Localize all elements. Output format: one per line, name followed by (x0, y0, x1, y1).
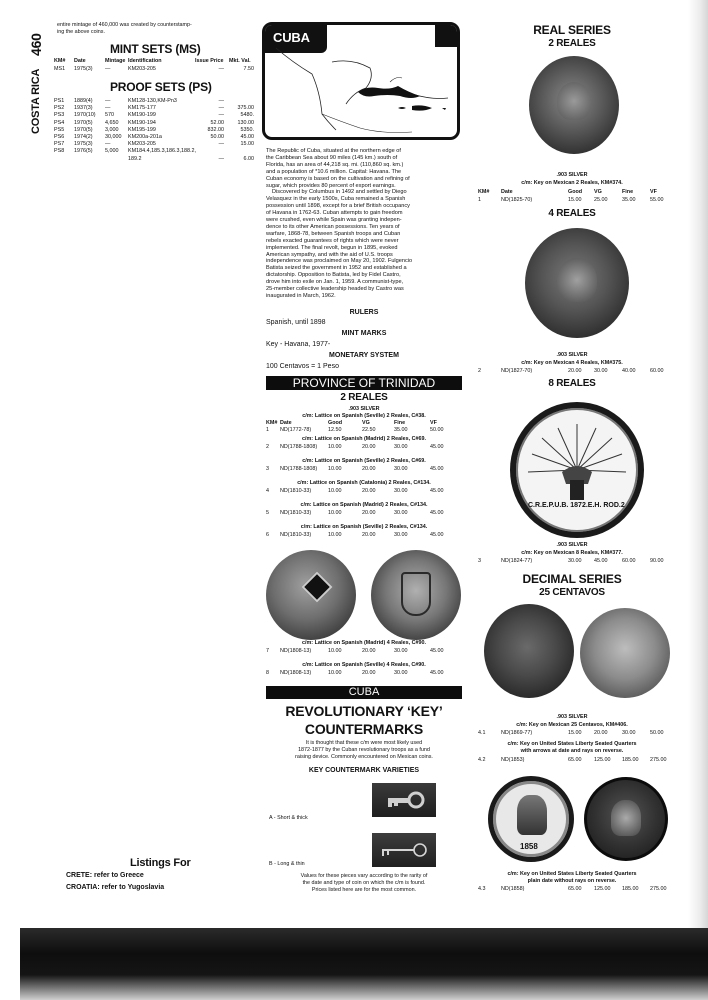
set-cell: PS1 (54, 98, 65, 104)
set-cell: — (218, 155, 224, 162)
hdr-mkt: Mkt. Val. (229, 58, 251, 64)
varieties-title: KEY COUNTERMARK VARIETIES (308, 767, 420, 774)
cell: ND(1858) (501, 886, 525, 892)
seated-liberty-icon (517, 795, 547, 835)
mint-sets-header (54, 58, 254, 66)
entry-desc: c/m: Lattice on Spanish (Catalonia) 2 Reales, C#134. (297, 480, 431, 486)
r3-row (476, 558, 676, 566)
set-cell: — (105, 105, 111, 112)
cell: ND(1827-70) (501, 368, 533, 374)
revolutionary-text-1: It is thought that these c/m were most likely used (305, 740, 423, 746)
listing-crete: CRETE: refer to Greece (66, 872, 144, 879)
lattice-mark-icon (301, 571, 332, 602)
entry-row-cell: 20.00 (362, 532, 376, 538)
entry-row-cell: 50.00 (430, 427, 444, 433)
entry-row (266, 444, 466, 451)
set-row (54, 127, 254, 134)
set-cell: — (105, 66, 111, 72)
rulers-title: RULERS (349, 309, 379, 316)
hdr-issue: Issue Price (195, 58, 224, 64)
cell: 4.1 (478, 730, 486, 736)
liberty-cap-rays-icon (516, 408, 638, 532)
set-cell: PS7 (54, 141, 65, 148)
coin-25c-obverse (484, 604, 574, 698)
cuba-silver: .903 SILVER (348, 406, 380, 412)
entry-row-cell: 6 (266, 532, 269, 538)
set-cell: 4,650 (105, 119, 119, 126)
scan-bottom-shadow (20, 928, 708, 1000)
real-sub-8reales: 8 REALES (548, 378, 596, 389)
left-column (30, 18, 255, 898)
set-cell: 1970(5) (74, 126, 93, 133)
set-cell: 1975(3) (74, 141, 93, 148)
entry-desc: c/m: Lattice on Spanish (Seville) 2 Reales, C#134. (300, 524, 428, 530)
description-line: drove him into exile on Jan. 1, 1959. A communist-type, (266, 279, 404, 286)
coin-lattice-reverse (371, 550, 461, 640)
set-cell: 1975(3) (74, 66, 93, 72)
entry-row-cell: 5 (266, 510, 269, 516)
cell: 15.00 (568, 197, 582, 203)
r3-silver: .903 SILVER (556, 542, 588, 548)
entry-row-cell: 10.00 (328, 670, 342, 676)
d1-desc: c/m: Key on Mexican 25 Centavos, KM#406. (516, 722, 628, 728)
hdr-ident: Identification (128, 58, 162, 64)
entry-row-cell: 10.00 (328, 488, 342, 494)
entry-row-cell: 30.00 (394, 510, 408, 516)
hdr-mintage: Mintage (105, 58, 126, 64)
revolutionary-title-1: REVOLUTIONARY ‘KEY’ (285, 703, 443, 719)
set-cell: 52.00 (210, 119, 224, 126)
cell: 275.00 (650, 886, 667, 892)
key-short-svg (372, 783, 436, 817)
description-line: 25-member collective leadership headed by Castro was (266, 286, 404, 292)
description-line: rebels exacted guarantees of rights which were never (266, 237, 399, 244)
description-line: the Caribbean Sea about 90 miles (145 km.) south of (266, 154, 398, 161)
entry-row-cell: 2 (266, 444, 269, 450)
set-cell: 1974(2) (74, 134, 93, 140)
real-col-header-cell: Date (501, 189, 513, 195)
cuba-col-header (266, 420, 466, 427)
entry-row-cell: 7 (266, 648, 269, 654)
cell: ND(1853) (501, 757, 525, 763)
cell: 185.00 (622, 757, 639, 763)
coin-lattice-obverse (266, 550, 356, 640)
decimal-sub: 25 CENTAVOS (539, 587, 605, 598)
real-series-title: REAL SERIES (533, 23, 611, 37)
entry-row (266, 466, 466, 473)
cell: 3 (478, 558, 481, 564)
cell: 60.00 (622, 558, 636, 564)
listing-croatia: CROATIA: refer to Yugoslavia (66, 884, 165, 891)
coin-quarter-date: 1858 (520, 842, 538, 851)
cell: 60.00 (650, 368, 664, 374)
entry-row-cell: 10.00 (328, 532, 342, 538)
r2-row (476, 368, 676, 376)
coin-quarter-obverse (488, 776, 574, 862)
entry-row-cell: ND(1808-13) (280, 648, 312, 654)
r2-desc: c/m: Key on Mexican 4 Reales, KM#375. (521, 360, 623, 366)
description-line: warfare, 1868-78, between Spanish troops and Cuban (266, 230, 401, 237)
set-cell: PS4 (54, 119, 65, 126)
entry-row-cell: 45.00 (430, 510, 444, 516)
set-cell: 50.00 (210, 134, 224, 140)
entry-row-cell: 4 (266, 488, 269, 494)
set-row (54, 66, 254, 73)
coin-quarter-reverse (584, 777, 668, 861)
mintmarks-text: Key - Havana, 1977- (266, 341, 331, 348)
set-row (54, 120, 254, 127)
entry-desc: c/m: Lattice on Spanish (Madrid) 2 Reales, C#69. (301, 436, 427, 442)
entry-row-cell: 20.00 (362, 444, 376, 450)
variety-a-label: A - Short & thick (269, 815, 308, 821)
cell: 40.00 (622, 368, 636, 374)
coin-2reales (529, 56, 619, 154)
entry-row-cell: 10.00 (328, 444, 342, 450)
entry-desc: c/m: Lattice on Spanish (Madrid) 2 Reales, C#134. (300, 502, 428, 508)
cell: 125.00 (594, 757, 611, 763)
cell: 275.00 (650, 757, 667, 763)
entry-row (266, 532, 466, 539)
province-bar: PROVINCE OF TRINIDAD (266, 376, 462, 390)
cell: ND(1825-70) (501, 197, 533, 203)
cell: 20.00 (568, 368, 582, 374)
entry-row-cell: 45.00 (430, 648, 444, 654)
set-cell: 570 (105, 112, 114, 119)
eagle-icon (557, 82, 591, 120)
d3-desc-1: c/m: Key on United States Liberty Seated Quarters (507, 871, 637, 877)
set-cell: 5,000 (105, 148, 119, 155)
description-line: possession until 1898, except for a brief British occupancy (266, 203, 410, 210)
set-row (54, 98, 254, 105)
entry-row-cell: 20.00 (362, 510, 376, 516)
entry-row (266, 427, 466, 434)
set-cell: — (218, 141, 224, 148)
entry-row-cell: 12.50 (328, 427, 342, 433)
set-row (54, 134, 254, 141)
cell: 55.00 (650, 197, 664, 203)
entry-row (266, 670, 466, 677)
set-cell: — (105, 141, 111, 148)
cuba-bar: CUBA (266, 686, 462, 699)
coin-4reales (525, 228, 629, 338)
key-cm-long-icon (372, 833, 436, 867)
intro-line-2: ing the above coins. (57, 29, 105, 35)
entry-row (266, 488, 466, 495)
entry-row-cell: 30.00 (394, 648, 408, 654)
cuba-col-header-cell: VF (430, 420, 437, 426)
d3-desc-2: plain date without rays on reverse. (527, 878, 617, 884)
page-number: 460 (28, 33, 44, 56)
description-line: Florida, has an area of 44,218 sq. mi. (110,860 sq. km.) (266, 161, 404, 168)
description-line: of Havana in 1762-63. Cuban attempts to gain freedom (266, 210, 403, 217)
entry-desc: c/m: Lattice on Spanish (Seville) 2 Reales, C#38. (302, 413, 426, 419)
r1-header (476, 189, 676, 197)
set-cell: 130.00 (237, 119, 254, 126)
cuba-col-header-cell: KM# (266, 420, 278, 426)
entry-row-cell: 45.00 (430, 532, 444, 538)
cell: ND(1824-77) (501, 558, 533, 564)
d2-desc-2: with arrows at date and rays on reverse. (520, 748, 624, 754)
description-line: Cuban economy is based on the cultivation and refining of (266, 175, 410, 182)
entry-row-cell: 20.00 (362, 466, 376, 472)
entry-row-cell: 45.00 (430, 488, 444, 494)
set-cell: — (105, 98, 111, 104)
coin-8reales-legend: C.R.E.P.U.B. 1872.E.H. ROD.2 (528, 502, 625, 509)
set-cell: 1970(5) (74, 119, 93, 126)
real-sub-2reales: 2 REALES (548, 38, 596, 49)
set-row (54, 156, 254, 163)
entry-row-cell: 10.00 (328, 510, 342, 516)
cell: 185.00 (622, 886, 639, 892)
cell: 20.00 (594, 730, 608, 736)
shield-icon (401, 572, 431, 616)
cell: 4.2 (478, 757, 486, 763)
cell: 45.00 (594, 558, 608, 564)
listings-title: Listings For (130, 857, 191, 869)
map-title: CUBA (273, 30, 310, 45)
set-cell: KM200a-201a (128, 134, 162, 140)
entry-row-cell: 22.50 (362, 427, 376, 433)
description-line: sugar, which provides 80 percent of export earnings. (266, 182, 396, 189)
d1-silver: .903 SILVER (556, 714, 588, 720)
country-label: COSTA RICA (30, 68, 42, 134)
d2-row (476, 757, 676, 765)
set-cell: KM190-194 (128, 119, 156, 126)
entry-row-cell: 10.00 (328, 648, 342, 654)
set-cell: 15.00 (240, 141, 254, 148)
set-cell: 30,000 (105, 134, 122, 140)
cell: 15.00 (568, 730, 582, 736)
set-cell: 5480. (240, 112, 254, 119)
set-row (54, 148, 254, 155)
cuba-map-icon (262, 22, 460, 140)
cuba-col-header-cell: Fine (394, 420, 406, 426)
set-cell: 1976(5) (74, 148, 93, 155)
real-col-header-cell: Fine (622, 189, 634, 195)
entry-row-cell: 8 (266, 670, 269, 676)
monetary-text: 100 Centavos = 1 Peso (266, 363, 339, 370)
set-cell: MS1 (54, 66, 66, 72)
entry-row-cell: 30.00 (394, 444, 408, 450)
entry-row-cell: ND(1810-33) (280, 488, 312, 494)
reales-title: 2 REALES (340, 392, 388, 403)
entry-row-cell: ND(1788-1808) (280, 444, 318, 450)
entry-row-cell: ND(1810-33) (280, 510, 312, 516)
real-col-header-cell: VG (594, 189, 602, 195)
entry-row-cell: 3 (266, 466, 269, 472)
rulers-text: Spanish, until 1898 (266, 319, 326, 326)
set-cell: — (218, 66, 224, 72)
set-cell: 1937(3) (74, 105, 93, 112)
entry-desc: c/m: Lattice on Spanish (Seville) 4 Reales, C#90. (302, 662, 426, 668)
set-cell: PS8 (54, 148, 65, 155)
monetary-title: MONETARY SYSTEM (329, 352, 399, 359)
cuba-col-header-cell: VG (362, 420, 370, 426)
set-cell: 5350. (240, 126, 254, 133)
cell: 125.00 (594, 886, 611, 892)
set-cell: 3,000 (105, 126, 119, 133)
description-line: and a population of *10.6 million. Capital: Havana. The (266, 168, 402, 175)
set-cell: KM184.4,185.3,186.3,188.2, (128, 148, 197, 155)
set-cell: 1889(4) (74, 98, 93, 104)
mintmarks-title: MINT MARKS (341, 330, 387, 337)
set-cell: 6.00 (243, 155, 254, 162)
cell: 30.00 (568, 558, 582, 564)
real-col-header-cell: VF (650, 189, 657, 195)
proof-sets-title: PROOF SETS (PS) (110, 80, 212, 94)
hdr-km: KM# (54, 58, 66, 64)
cell: 2 (478, 368, 481, 374)
values-note-3: Prices listed here are for the most common. (311, 887, 417, 893)
cell: 25.00 (594, 197, 608, 203)
set-cell: 45.00 (240, 134, 254, 140)
entry-row (266, 648, 466, 655)
r3-desc: c/m: Key on Mexican 8 Reales, KM#377. (521, 550, 623, 556)
page-right-edge (688, 0, 708, 930)
values-note-1: Values for these pieces vary according to the rarity of (300, 873, 428, 879)
mint-sets-title: MINT SETS (MS) (110, 42, 201, 56)
set-row (54, 141, 254, 148)
coin-8reales (510, 402, 644, 538)
set-cell: 1970(10) (74, 112, 96, 119)
revolutionary-title-2: COUNTERMARKS (304, 721, 424, 737)
set-cell: 375.00 (237, 105, 254, 112)
cuba-col-header-cell: Date (280, 420, 292, 426)
cell: 90.00 (650, 558, 664, 564)
key-long-svg (372, 833, 436, 867)
entry-row-cell: 1 (266, 427, 269, 433)
cell: 4.3 (478, 886, 486, 892)
set-cell: — (218, 98, 224, 104)
d2-desc-1: c/m: Key on United States Liberty Seated Quarters (507, 741, 637, 747)
d1-row (476, 730, 676, 738)
entry-row-cell: ND(1808-13) (280, 670, 312, 676)
set-cell: — (218, 112, 224, 119)
set-cell: PS3 (54, 112, 65, 119)
set-row (54, 105, 254, 112)
description-line: dence to its other American possessions. Ten years of (266, 223, 400, 230)
key-cm-short-icon (372, 783, 436, 817)
cell: ND(1869-77) (501, 730, 533, 736)
description-line: dictatorship. Opposition to Batista, led by Fidel Castro, (266, 272, 401, 279)
set-cell: PS6 (54, 134, 65, 140)
set-cell: KM203-205 (128, 141, 156, 148)
description-line: Batista seized the government in 1952 and established a (266, 265, 407, 272)
entry-row-cell: 20.00 (362, 488, 376, 494)
set-cell: 832.00 (207, 126, 224, 133)
set-cell: PS5 (54, 126, 65, 133)
entry-row-cell: ND(1772-78) (280, 427, 312, 433)
entry-row-cell: ND(1810-33) (280, 532, 312, 538)
cell: 50.00 (650, 730, 664, 736)
entry-row-cell: ND(1788-1808) (280, 466, 318, 472)
set-cell: — (218, 105, 224, 112)
r1-silver: .903 SILVER (556, 172, 588, 178)
set-cell: PS2 (54, 105, 65, 112)
hdr-date: Date (74, 58, 86, 64)
entry-desc: c/m: Lattice on Spanish (Madrid) 4 Reales, C#90. (301, 640, 427, 646)
r1-desc: c/m: Key on Mexican 2 Reales, KM#374. (521, 180, 623, 186)
real-sub-4reales: 4 REALES (548, 208, 596, 219)
intro-line-1: entire mintage of 460,000 was created by counterstamp- (57, 22, 192, 28)
coin-25c-reverse (580, 608, 670, 698)
r2-silver: .903 SILVER (556, 352, 588, 358)
cell: 65.00 (568, 757, 582, 763)
set-cell: KM195-199 (128, 126, 156, 133)
description-line: independence was proclaimed on May 20, 1902. Fulgencio (266, 258, 413, 265)
entry-row-cell: 30.00 (394, 488, 408, 494)
eagle-icon-3 (611, 800, 641, 836)
entry-row-cell: 30.00 (394, 466, 408, 472)
set-cell: KM128-130,KM-Pn3 (128, 98, 177, 104)
cell: 65.00 (568, 886, 582, 892)
values-note-2: the date and type of coin on which the c/m is found. (302, 880, 426, 886)
set-cell: 189.2 (128, 155, 142, 162)
entry-row-cell: 35.00 (394, 427, 408, 433)
eagle-icon-2 (557, 258, 597, 302)
set-cell: KM190-199 (128, 112, 156, 119)
set-cell: 7.50 (243, 66, 254, 72)
entry-row-cell: 20.00 (362, 648, 376, 654)
entry-row-cell: 20.00 (362, 670, 376, 676)
description-line: Discovered by Columbus in 1492 and settled by Diego (272, 189, 407, 196)
real-col-header-cell: KM# (478, 189, 490, 195)
cell: 30.00 (622, 730, 636, 736)
cuba-map-box (262, 22, 460, 140)
description-line: The Republic of Cuba, situated at the northern edge of (266, 148, 401, 154)
description-line: American sympathy, and with the aid of U.S. troops (266, 251, 393, 258)
decimal-title: DECIMAL SERIES (522, 572, 622, 586)
entry-row (266, 510, 466, 517)
description-line: Velasquez in the early 1500s, Cuba remained a Spanish (266, 196, 406, 203)
cell: 35.00 (622, 197, 636, 203)
entry-row-cell: 30.00 (394, 670, 408, 676)
cuba-col-header-cell: Good (328, 420, 343, 426)
entry-row-cell: 10.00 (328, 466, 342, 472)
d3-row (476, 886, 676, 894)
revolutionary-text-3: raising device. Commonly encountered on Mexican coins. (295, 754, 433, 760)
cell: 30.00 (594, 368, 608, 374)
r1-row (476, 197, 676, 205)
description-line: were crushed, even while Spain was granting indepen- (266, 217, 402, 223)
revolutionary-text-2: 1872-1877 by the Cuban revolutionary troops as a fund (298, 747, 430, 753)
set-cell: KM175-177 (128, 105, 156, 112)
entry-row-cell: 45.00 (430, 466, 444, 472)
real-col-header-cell: Good (568, 189, 583, 195)
description-line: implemented. The final revolt, begun in 1895, evoked (266, 244, 398, 251)
entry-row-cell: 30.00 (394, 532, 408, 538)
description-line: inaugurated in March, 1962. (266, 292, 336, 299)
variety-b-label: B - Long & thin (269, 861, 305, 867)
entry-desc: c/m: Lattice on Spanish (Seville) 2 Reales, C#69. (302, 458, 426, 464)
entry-row-cell: 45.00 (430, 444, 444, 450)
cell: 1 (478, 197, 481, 203)
entry-row-cell: 45.00 (430, 670, 444, 676)
set-cell: KM203-205 (128, 66, 156, 72)
set-row (54, 112, 254, 119)
